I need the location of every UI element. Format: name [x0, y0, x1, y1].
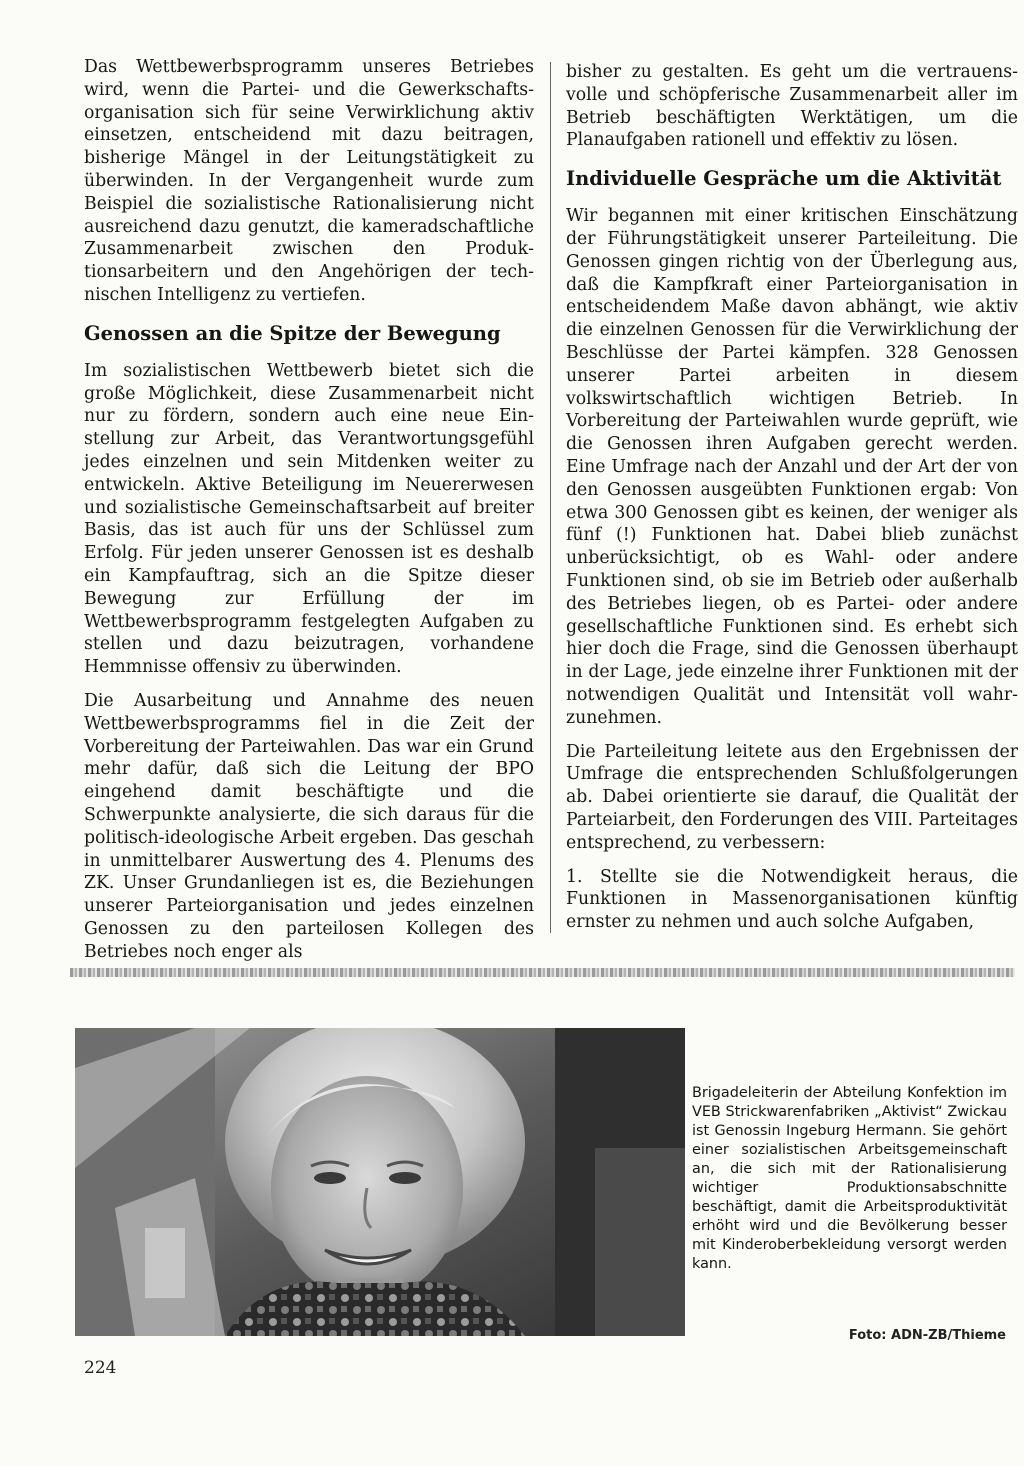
- section-heading-genossen: Genossen an die Spitze der Bewegung: [84, 321, 501, 345]
- portrait-photo: [75, 1028, 685, 1336]
- body-paragraph: Die Parteileitung leitete aus den Ergebnissen der Umfrage die entsprechenden Schlußfolgerungen ab. Dabei orientierte sie darauf, die Qualität der Parteiarbeit, den Forderungen des VIII. Parteitages entsprechend, zu verbessern:: [566, 741, 1018, 853]
- left-column: [84, 56, 534, 963]
- column-divider: [550, 62, 551, 933]
- continued-paragraph: bisher zu gestalten. Es geht um die vertrauensvolle und schöpferische Zusammenarbeit aller im Betrieb beschäftigten Werktätigen, um die Planaufgaben rationell und effektiv zu lösen.: [566, 62, 1018, 151]
- halftone-divider-band: [70, 968, 1015, 977]
- intro-paragraph: Das Wettbewerbsprogramm unseres Betriebes wird, wenn die Partei- und die Gewerkschaftsorganisation sich für seine Verwirklichung aktiv einsetzen, entscheidend mit dazu beitragen, bisherige Mängel in der Leitungstätigkeit zu überwinden. In der Vergangenheit wurde zum Beispiel die sozialistische Rationalisierung nicht ausreichend dazu genutzt, die kameradschaftliche Zusammenarbeit zwischen den Produktionsarbeitern und den Angehörigen der technischen Intelligenz zu vertiefen.: [84, 57, 534, 305]
- body-paragraph: Die Ausarbeitung und Annahme des neuen Wettbewerbsprogramms fiel in die Zeit der Vorbereitung der Parteiwahlen. Das war ein Grund mehr dafür, daß sich die Leitung der BPO eingehend damit beschäftigte und die Schwerpunkte analysierte, die sich daraus für die politisch-ideologische Arbeit ergeben. Das geschah in unmittelbarer Auswertung des 4. Plenums des ZK. Unser Grundanliegen ist es, die Beziehungen unserer Parteiorganisation und jedes einzelnen Genossen zu den parteilosen Kollegen des Betriebes noch enger als: [84, 690, 534, 962]
- right-column: [566, 61, 1018, 934]
- numbered-paragraph: 1. Stellte sie die Notwendigkeit heraus, die Funktionen in Massenorganisationen künftig ernster zu nehmen und auch solche Aufgaben,: [566, 866, 1018, 933]
- body-paragraph: Wir begannen mit einer kritischen Einschätzung der Führungstätigkeit unserer Parteileitung. Die Genossen gingen richtig von der Überlegung aus, daß die Kampfkraft einer Parteiorganisation in entscheidendem Maße davon abhängt, wie aktiv die einzelnen Genossen für die Verwirklichung der Beschlüsse der Partei kämpfen. 328 Genossen unserer Partei arbeiten in diesem volkswirtschaftlich wichtigen Betrieb. In Vorbereitung der Parteiwahlen wurde geprüft, wie die Genossen ihren Aufgaben gerecht werden. Eine Umfrage nach der Anzahl und der Art der von den Genossen ausgeübten Funktionen ergab: Von etwa 300 Genossen gibt es keinen, der weniger als fünf (!) Funktionen hat. Dabei blieb zunächst unberücksichtigt, ob es Wahl- oder andere Funktionen sind, ob sie im Betrieb oder außerhalb des Betriebes liegen, ob es Partei- oder andere gesellschaftliche Funktionen sind. Es erhebt sich hier doch die Frage, sind die Genossen überhaupt in der Lage, jede einzelne ihrer Funktionen mit der notwendigen Qualität und Intensität voll wahrzunehmen.: [566, 206, 1018, 728]
- body-paragraph: Im sozialistischen Wettbewerb bietet sich die große Möglichkeit, diese Zusammenarbeit nicht nur zu fördern, sondern auch eine neue Einstellung zur Arbeit, das Verantwortungsgefühl jedes einzelnen und sein Mitdenken weiter zu entwickeln. Aktive Beteiligung im Neuererwesen und sozialistische Gemeinschaftsarbeit auf breiter Basis, das ist auch für uns der Schlüssel zum Erfolg. Für jeden unserer Genossen ist es deshalb ein Kampfauftrag, sich an die Spitze dieser Bewegung zur Erfüllung der im Wettbewerbsprogramm festgelegten Aufgaben zu stellen und dazu beizutragen, vorhandene Hemmnisse offensiv zu überwinden.: [84, 360, 534, 678]
- photo-credit: Foto: ADN-ZB/Thieme: [848, 1328, 1006, 1343]
- section-heading-gespraeche: Individuelle Gespräche um die Aktivität: [566, 167, 1002, 191]
- portrait-photo-illustration: [75, 1028, 685, 1336]
- photo-caption: Brigadeleiterin der Abteilung Konfektion im VEB Strickwarenfabriken „Aktivist“ Zwickau ist Genossin Ingeburg Hermann. Sie gehört einer sozialistischen Arbeitsgemeinschaft an, die sich mit der Rationalisierung wichtiger Produktionsabschnitte beschäftigt, damit die Arbeitsproduktivität erhöht wird und die Bevölkerung besser mit Kinderoberbekleidung versorgt werden kann.: [692, 1085, 1007, 1272]
- page-number: 224: [84, 1358, 117, 1378]
